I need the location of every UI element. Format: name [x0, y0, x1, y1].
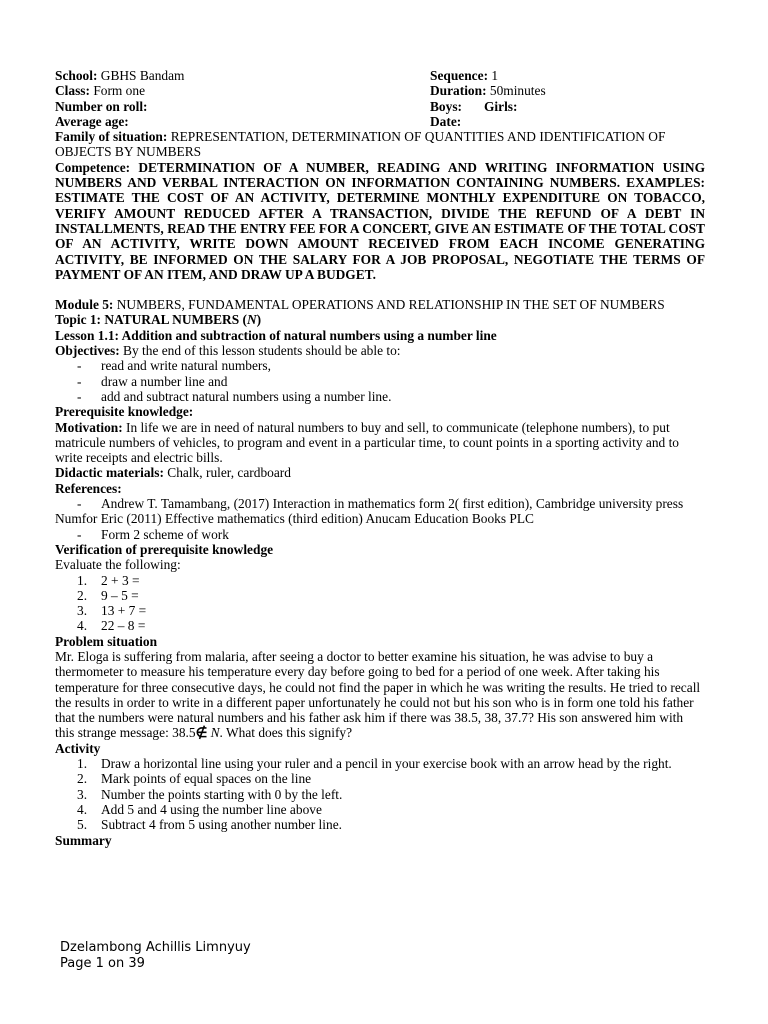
verification-label: Verification of prerequisite knowledge — [55, 541, 274, 557]
item-text: Subtract 4 from 5 using another number line. — [101, 817, 342, 833]
list-item: - Andrew T. Tamambang, (2017) Interaction in mathematics form 2( first edition), Cambridge university press — [55, 496, 705, 511]
topic-text: Topic 1: NATURAL NUMBERS ( — [55, 312, 247, 328]
item-number: 1. — [77, 572, 88, 588]
item-number: 4. — [77, 618, 88, 634]
class-label: Class: — [55, 83, 90, 99]
list-item — [55, 771, 705, 786]
motivation-text: In life we are in need of natural numbers to buy and sell, to communicate (telephone numbers), to put matricule numbers of vehicles, to program and event in a particular time, to count points in a sporting activity and to write receipts and electric bills. — [55, 419, 679, 466]
problem-heading — [55, 634, 705, 649]
verification-heading — [55, 542, 705, 557]
objectives-label: Objectives: — [55, 343, 120, 359]
reference-plain: Numfor Eric (2011) Effective mathematics (third edition) Anucam Education Books PLC — [55, 511, 534, 527]
item-text: 22 – 8 = — [101, 618, 146, 634]
sequence-label: Sequence: — [430, 68, 489, 83]
item-number: 3. — [77, 603, 88, 619]
natural-numbers-symbol: N — [246, 312, 257, 328]
list-item: - read and write natural numbers, — [55, 358, 705, 373]
list-item — [55, 603, 705, 618]
footer-author: Dzelambong Achillis Limnyuy — [60, 940, 251, 955]
age-label: Average age: — [55, 113, 129, 129]
competence-label: Competence: — [55, 159, 131, 175]
topic-close: ) — [256, 312, 262, 328]
list-item — [55, 802, 705, 817]
item-number: 1. — [77, 756, 88, 772]
didactic-materials — [55, 465, 705, 480]
not-element-symbol: ∉ — [195, 725, 208, 741]
item-text: Add 5 and 4 using the number line above — [101, 801, 322, 817]
prerequisite-label: Prerequisite knowledge: — [55, 404, 194, 420]
references-list-2 — [55, 527, 705, 542]
prerequisite-heading — [55, 404, 705, 419]
header-row-age — [55, 114, 705, 129]
motivation — [55, 420, 705, 466]
problem-body: Mr. Eloga is suffering from malaria, after seeing a doctor to better examine his situation, he was advise to buy a thermometer to measure his temperature every day before going to bed for a period of one week. After taking his temperature for three consecutive days, he could not find the paper in which he was writing the results. He tried to recall the results in order to write in a different paper unfortunately he could not but his son who is in form one told his father that the numbers were natural numbers and his father ask him if there was 38.5, 38, 37.7? His son answered him with this strange message: 38.5 — [55, 648, 701, 741]
list-item — [55, 756, 705, 771]
item-number: 2. — [77, 771, 88, 787]
didactic-label: Didactic materials: — [55, 465, 164, 481]
motivation-label: Motivation: — [55, 419, 123, 435]
list-item — [55, 618, 705, 633]
item-text: Number the points starting with 0 by the left. — [101, 786, 343, 802]
topic-heading — [55, 312, 705, 327]
family-of-situation — [55, 129, 705, 160]
item-number: 2. — [77, 587, 88, 603]
competence-value: DETERMINATION OF A NUMBER, READING AND WRITING INFORMATION USING NUMBERS AND VERBAL INTERACTION ON INFORMATION CONTAINING NUMBERS. EXAMPLES: ESTIMATE THE COST OF AN ACTIVITY, DETERMINE MONTHLY EXPENDITURE ON TOBACCO, VERIFY AMOUNT REDUCED AFTER A TRANSACTION, DIVIDE THE REFUND OF A DEBT IN INSTALLMENTS, READ THE ENTRY FEE FOR A CONCERT, GIVE AN ESTIMATE OF THE TOTAL COST OF AN ACTIVITY, WRITE DOWN AMOUNT RECEIVED FROM EACH INCOME GENERATING ACTIVITY, BE INFORMED ON THE SALARY FOR A JOB PROPOSAL, NEGOTIATE THE TERMS OF PAYMENT OF AN ITEM, AND DRAW UP A BUDGET. — [55, 159, 705, 282]
lesson-heading — [55, 328, 705, 343]
didactic-value: Chalk, ruler, cardboard — [163, 465, 291, 481]
activity-list — [55, 756, 705, 832]
module — [55, 297, 705, 312]
list-item — [55, 573, 705, 588]
family-value: REPRESENTATION, DETERMINATION OF QUANTITIES AND IDENTIFICATION OF OBJECTS BY NUMBERS — [55, 129, 666, 160]
summary-label: Summary — [55, 832, 112, 848]
item-number: 4. — [77, 801, 88, 817]
list-item — [55, 588, 705, 603]
list-item: - add and subtract natural numbers using a number line. — [55, 389, 705, 404]
item-number: 5. — [77, 817, 88, 833]
date-label: Date: — [430, 113, 462, 129]
activity-heading — [55, 741, 705, 756]
objectives — [55, 343, 705, 358]
activity-label: Activity — [55, 740, 101, 756]
verification-list — [55, 573, 705, 634]
list-item: - draw a number line and — [55, 374, 705, 389]
header-row-school — [55, 68, 705, 83]
item-text: Mark points of equal spaces on the line — [101, 771, 312, 787]
competence — [55, 160, 705, 282]
header-row-class — [55, 83, 705, 98]
problem-text — [55, 649, 705, 741]
item-text: 9 – 5 = — [101, 587, 139, 603]
problem-end: . What does this signify? — [219, 725, 353, 741]
footer-page-number: Page 1 on 39 — [60, 956, 145, 971]
header-row-roll — [55, 99, 705, 114]
class-value: Form one — [89, 83, 146, 99]
objectives-intro: By the end of this lesson students should be able to: — [119, 343, 401, 359]
school-label: School: — [55, 68, 98, 83]
list-item: - Form 2 scheme of work — [55, 527, 705, 542]
item-text: 13 + 7 = — [101, 603, 147, 619]
lesson-title: Lesson 1.1: Addition and subtraction of natural numbers using a number line — [55, 327, 497, 343]
item-number: 3. — [77, 786, 88, 802]
family-label: Family of situation: — [55, 129, 168, 145]
sequence-value: 1 — [488, 68, 499, 83]
summary-heading — [55, 833, 705, 848]
set-symbol: N — [210, 725, 220, 741]
objectives-list — [55, 358, 705, 404]
problem-label: Problem situation — [55, 633, 158, 649]
references-heading — [55, 481, 705, 496]
module-label: Module 5: — [55, 297, 114, 313]
item-text: 2 + 3 = — [101, 572, 140, 588]
duration-value: 50minutes — [486, 83, 546, 99]
duration-label: Duration: — [430, 83, 487, 99]
list-item — [55, 817, 705, 832]
page-footer — [60, 940, 251, 972]
references-list — [55, 496, 705, 511]
module-value: NUMBERS, FUNDAMENTAL OPERATIONS AND RELATIONSHIP IN THE SET OF NUMBERS — [113, 297, 665, 313]
references-label: References: — [55, 480, 122, 496]
girls-label: Girls: — [484, 98, 518, 114]
item-text: Draw a horizontal line using your ruler and a pencil in your exercise book with an arrow head by the right. — [101, 756, 672, 772]
boys-label: Boys: — [430, 98, 462, 114]
roll-label: Number on roll: — [55, 98, 148, 114]
list-item — [55, 787, 705, 802]
lesson-content — [55, 68, 705, 848]
verification-intro: Evaluate the following: — [55, 557, 181, 573]
school-value: GBHS Bandam — [97, 68, 185, 83]
